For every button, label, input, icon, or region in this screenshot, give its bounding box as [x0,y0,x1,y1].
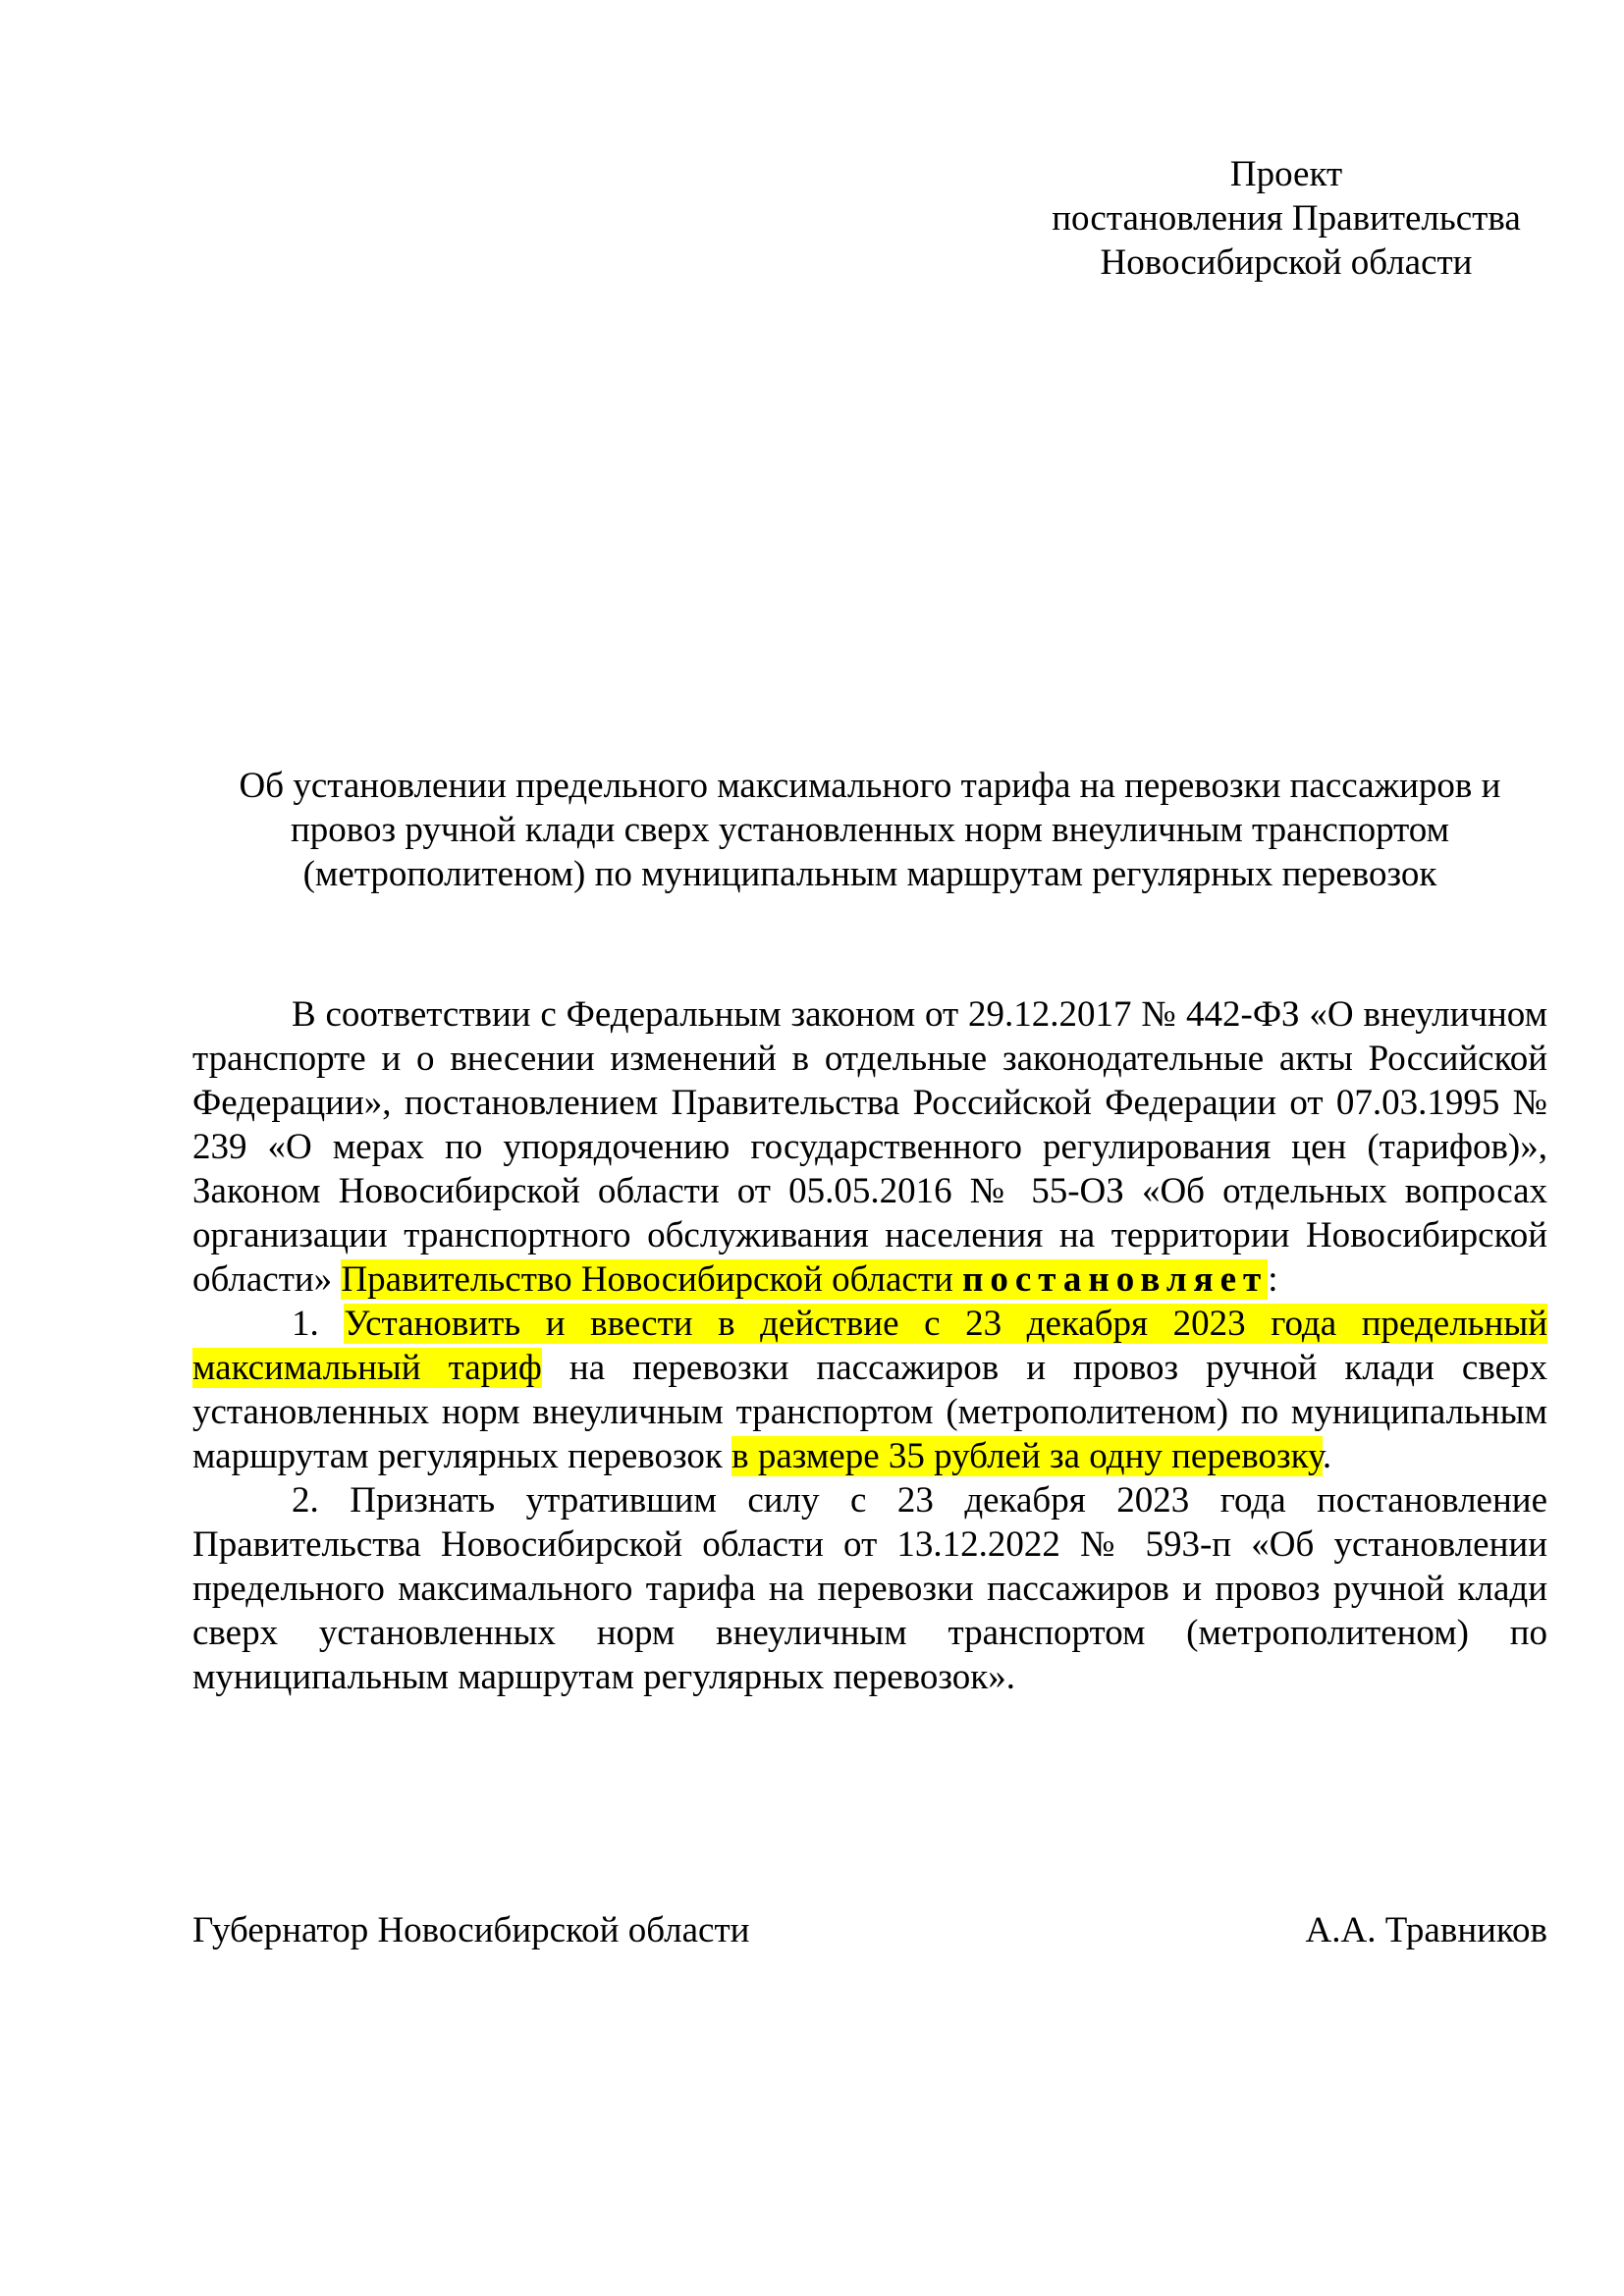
item-2-number: 2. [292,1480,351,1521]
item-1-highlight-1: Установить и ввести в действие с 23 декабря 2023 года предельный максимальный тариф [192,1304,1548,1388]
signature-position: Губернатор Новосибирской области [192,1910,750,1950]
signature-row [192,1908,1547,1952]
document-header [1041,152,1532,285]
item-1-text: на перевозки пассажиров и провоз ручной клади сверх установленных норм внеуличным транспортом (метрополитеном) по муниципальным маршрутам регулярных перевозок [192,1348,1548,1476]
preamble-highlight [341,1259,1268,1300]
preamble-highlight-text: Правительство Новосибирской области [341,1259,963,1300]
item-1-end: . [1322,1436,1332,1476]
item-2-paragraph [192,1478,1547,1699]
item-2-text: Признать утратившим силу с 23 декабря 2023 года постановление Правительства Новосибирской области от 13.12.2022 № 593-п «Об установлении предельного максимального тарифа на перевозки пассажиров и провоз ручной клади сверх установленных норм внеуличным транспортом (метрополитеном) по муниципальным маршрутам регулярных перевозок». [192,1480,1547,1697]
header-line-1: Проект [1229,154,1343,194]
decree-word: постановляет [962,1259,1269,1300]
title-line-3: (метрополитеном) по муниципальным маршрутам регулярных перевозок [302,854,1437,894]
document-title [192,764,1547,896]
header-line-3: Новосибирской области [1100,242,1473,283]
preamble-paragraph [192,992,1547,1302]
title-line-1: Об установлении предельного максимального тарифа на перевозки пассажиров и [239,766,1501,806]
header-line-2: постановления Правительства [1052,198,1521,239]
title-line-2: провоз ручной клади сверх установленных норм внеуличным транспортом [290,810,1449,850]
item-1-highlight-2: в размере 35 рублей за одну перевозку [731,1436,1323,1476]
preamble-end: : [1268,1259,1278,1300]
preamble-text: В соответствии с Федеральным законом от 29.12.2017 № 442-ФЗ «О внеуличном транспорте и о внесении изменений в отдельные законодательные акты Российской Федерации», постановлением Правительства Российской Федерации от 07.03.1995 № 239 «О мерах по упорядочению государственного регулирования цен (тарифов)», Законом Новосибирской области от 05.05.2016 № 55-ОЗ «Об отдельных вопросах организации транспортного обслуживания населения на территории Новосибирской области» [192,994,1547,1300]
document-body [192,992,1547,1699]
signature-name: А.А. Травников [1305,1910,1547,1950]
item-1-paragraph [192,1302,1547,1478]
item-1-number: 1. [292,1304,345,1344]
